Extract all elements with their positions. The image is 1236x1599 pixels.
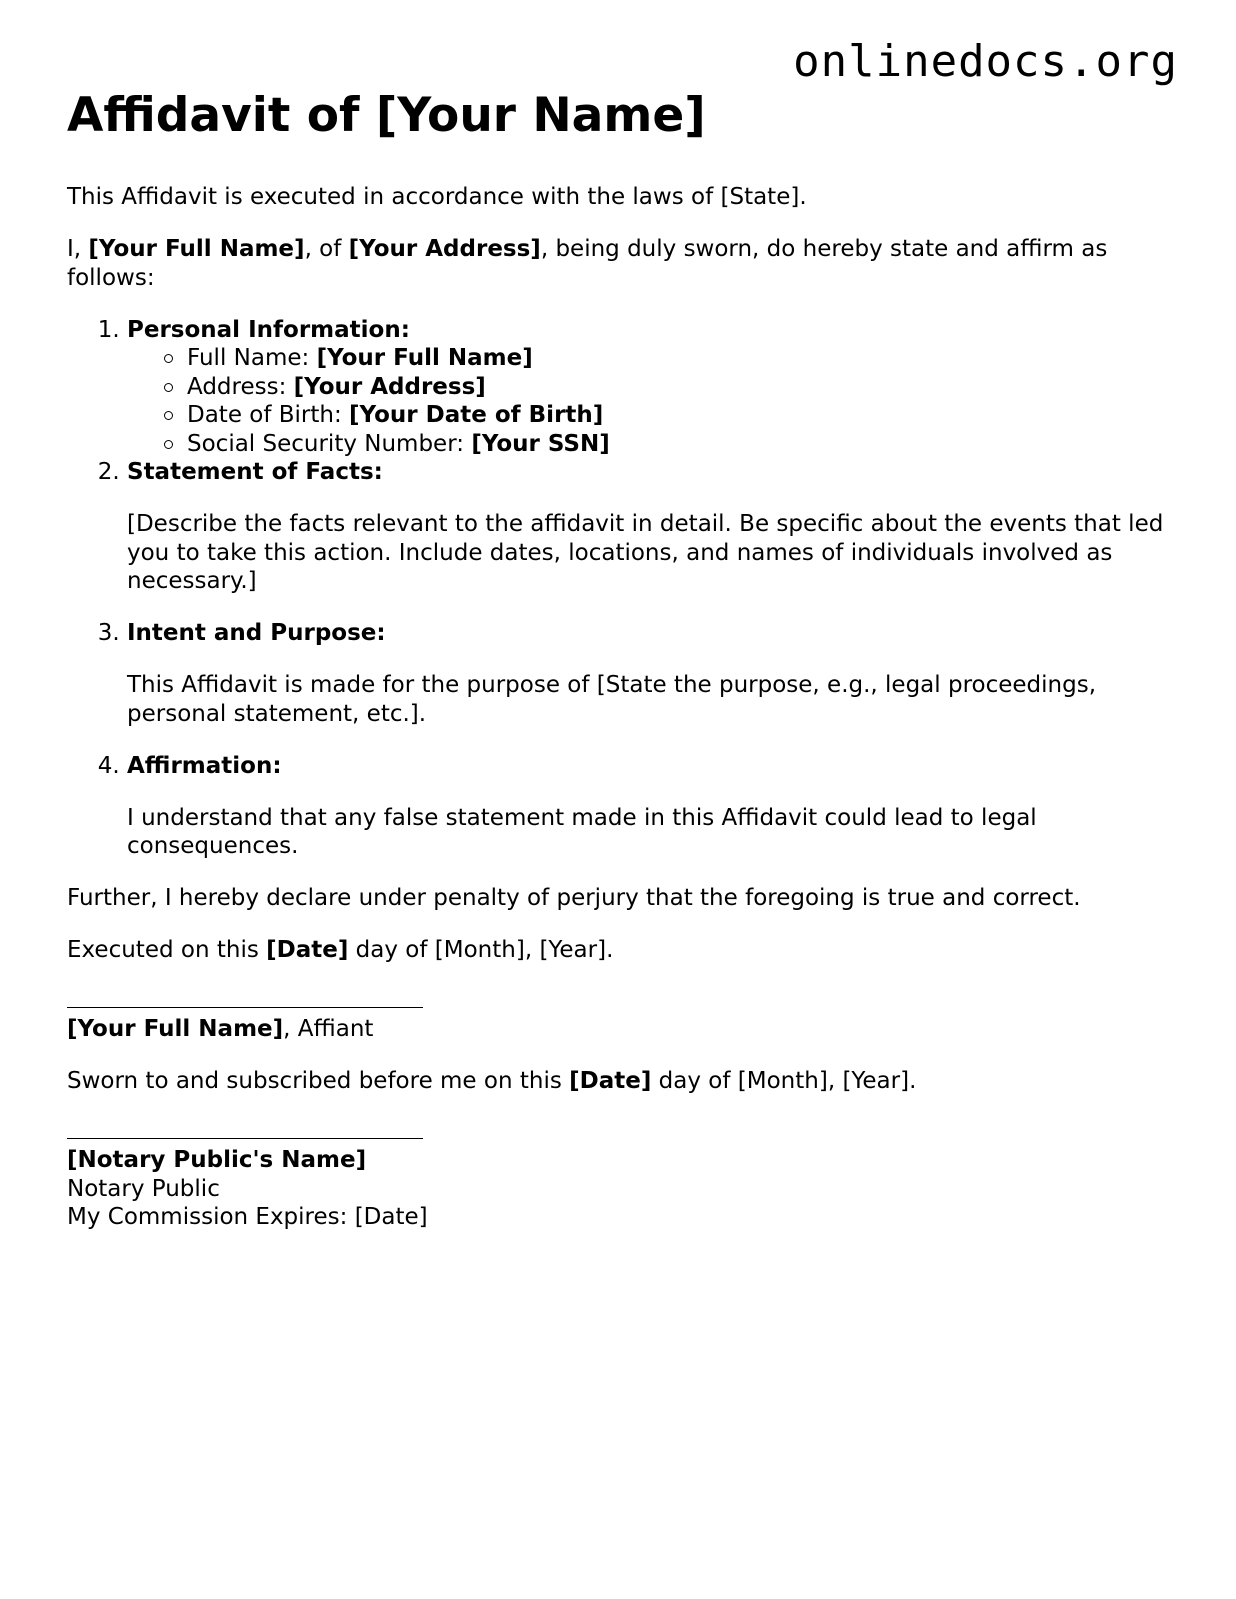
notary-signature-line	[67, 1120, 423, 1139]
sworn-paragraph: Sworn to and subscribed before me on this [Date] day of [Month], [Year].	[67, 1068, 917, 1094]
section-heading: Statement of Facts:	[127, 459, 383, 485]
document-page	[67, 88, 1177, 1255]
section-affirmation	[127, 752, 1177, 861]
oath-name: [Your Full Name]	[88, 236, 305, 262]
section-body: [Describe the facts relevant to the affidavit in detail. Be specific about the events that led you to take this action. Include dates, locations, and names of individuals involved as necessary.]	[127, 511, 1164, 594]
affiant-name: [Your Full Name]	[67, 1016, 284, 1042]
section-intent-and-purpose	[127, 619, 1177, 728]
personal-info-list	[127, 344, 1177, 458]
list-item-address: Address: [Your Address]	[187, 373, 1177, 402]
notary-name: [Notary Public's Name]	[67, 1147, 367, 1173]
section-heading: Intent and Purpose:	[127, 620, 386, 646]
executed-date: [Date]	[266, 937, 349, 963]
list-item-ssn: Social Security Number: [Your SSN]	[187, 430, 1177, 459]
intro-paragraph: This Affidavit is executed in accordance with the laws of [State].	[67, 184, 807, 210]
section-statement-of-facts	[127, 458, 1177, 596]
section-body: This Affidavit is made for the purpose of [State the purpose, e.g., legal proceedings, personal statement, etc.].	[127, 672, 1097, 727]
watermark-text: onlinedocs.org	[793, 36, 1178, 87]
sworn-date: [Date]	[569, 1068, 652, 1094]
section-heading: Affirmation:	[127, 752, 282, 779]
notary-signature-block	[67, 1096, 1177, 1232]
notary-title: Notary Public	[67, 1175, 220, 1202]
oath-mid: , of	[304, 236, 349, 262]
affiant-signature-line	[67, 989, 423, 1008]
list-item-full-name: Full Name: [Your Full Name]	[187, 344, 1177, 373]
affiant-role: , Affiant	[283, 1016, 374, 1042]
affidavit-sections	[67, 316, 1177, 861]
section-heading: Personal Information:	[127, 316, 410, 343]
document-title: Affidavit of [Your Name]	[67, 88, 706, 143]
oath-prefix: I,	[67, 236, 89, 262]
section-personal-information	[127, 316, 1177, 459]
section-body: I understand that any false statement made in this Affidavit could lead to legal consequences.	[127, 804, 1037, 859]
notary-commission: My Commission Expires: [Date]	[67, 1204, 428, 1230]
oath-address: [Your Address]	[348, 236, 541, 262]
list-item-date-of-birth: Date of Birth: [Your Date of Birth]	[187, 401, 1177, 430]
oath-paragraph	[67, 235, 1177, 292]
executed-paragraph: Executed on this [Date] day of [Month], [Year].	[67, 937, 614, 963]
oath-suffix: , being duly sworn, do hereby state and affirm as follows:	[67, 236, 1108, 291]
affiant-signature-block	[67, 965, 1177, 1044]
declaration-paragraph: Further, I hereby declare under penalty of perjury that the foregoing is true and correct.	[67, 885, 1081, 911]
